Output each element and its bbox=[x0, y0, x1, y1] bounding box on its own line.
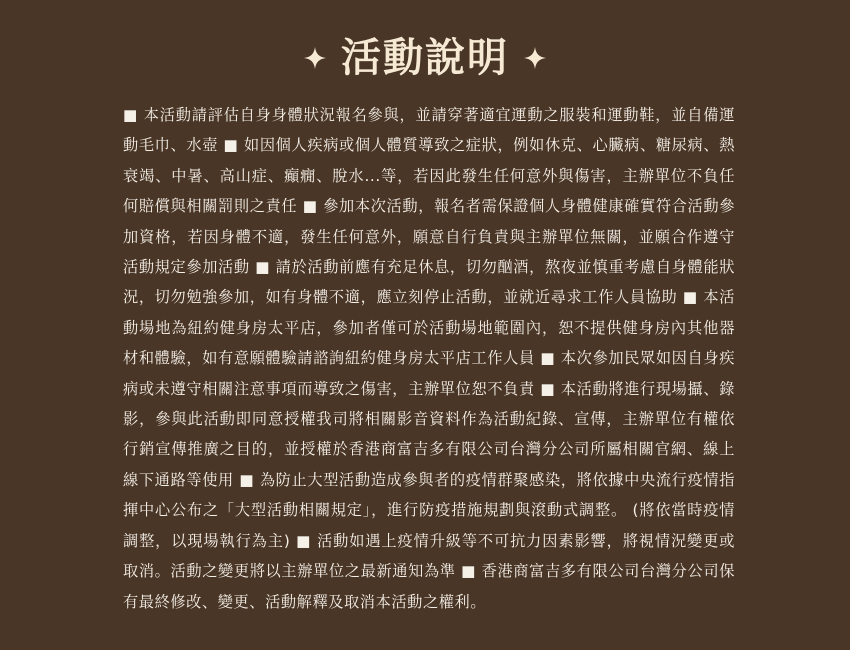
page-header bbox=[0, 28, 850, 88]
sparkle-icon bbox=[303, 46, 327, 70]
event-rules-text: ■ 本活動請評估自身身體狀況報名參與，並請穿著適宜運動之服裝和運動鞋，並自備運動毛巾、水壺 ■ 如因個人疾病或個人體質導致之症狀，例如休克、心臟病、糖尿病、熱衰竭、中暑、高山症、癲癇、脫水...等，若因此發生任何意外與傷害，主辦單位不負任何賠償與相關罰則之責任 ■ 參加本次活動，報名者需保證個人身體健康確實符合活動參加資格，若因身體不適，發生任何意外，願意自行負責與主辦單位無關，並願合作遵守活動規定參加活動 ■ 請於活動前應有充足休息，切勿酗酒，熬夜並慎重考慮自身體能狀況，切勿勉強參加，如有身體不適，應立刻停止活動，並就近尋求工作人員協助 ■ 本活動場地為紐約健身房太平店，參加者僅可於活動場地範圍內，恕不提供健身房內其他器材和體驗，如有意願體驗請諮詢紐約健身房太平店工作人員 ■ 本次參加民眾如因自身疾病或未遵守相關注意事項而導致之傷害，主辦單位恕不負責 ■ 本活動將進行現場攝、錄影，參與此活動即同意授權我司將相關影音資料作為活動紀錄、宣傳，主辦單位有權依行銷宣傳推廣之目的，並授權於香港商富吉多有限公司台灣分公司所屬相關官網、線上線下通路等使用 ■ 為防止大型活動造成參與者的疫情群聚感染，將依據中央流行疫情指揮中心公布之「大型活動相關規定」，進行防疫措施規劃與滾動式調整。 (將依當時疫情調整，以現場執行為主) ■ 活動如遇上疫情升級等不可抗力因素影響，將視情況變更或取消。活動之變更將以主辦單位之最新通知為準 ■ 香港商富吉多有限公司台灣分公司保有最終修改、變更、活動解釋及取消本活動之權利。 bbox=[123, 106, 735, 611]
page-title: 活動說明 bbox=[341, 35, 509, 81]
sparkle-icon bbox=[523, 46, 547, 70]
event-description bbox=[123, 100, 735, 617]
